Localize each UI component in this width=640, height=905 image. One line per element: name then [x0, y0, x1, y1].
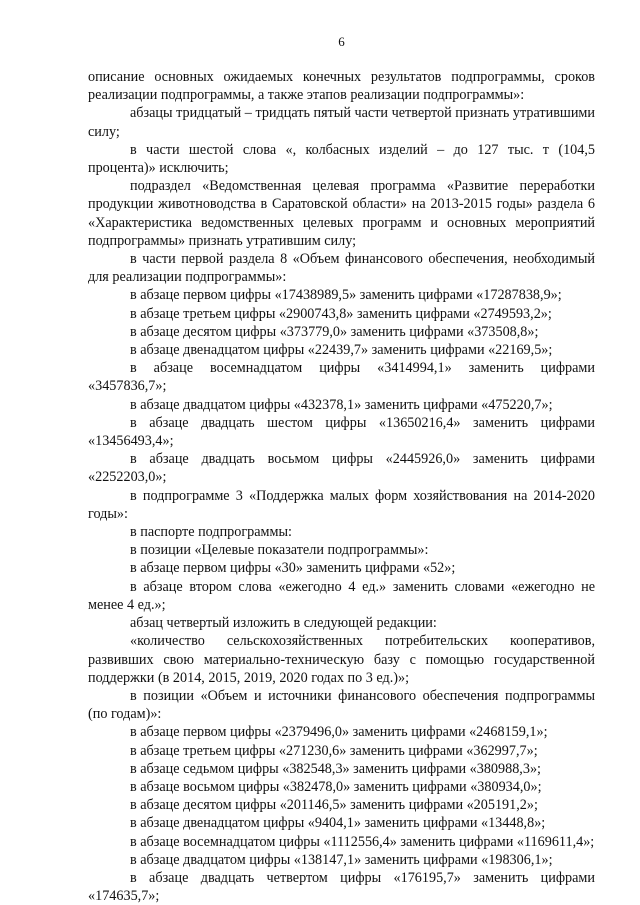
- paragraph: абзац четвертый изложить в следующей редакции:: [130, 615, 437, 632]
- paragraph: «количество сельскохозяйственных потребительских кооперативов, развивших свою материально-техническую базу с помощью государственной поддержки (в 2014, 2015, 2019, 2020 годах по 3 ед.)»;: [88, 633, 595, 686]
- paragraph: абзацы тридцатый – тридцать пятый части четвертой признать утратившими силу;: [88, 105, 595, 140]
- paragraph: в абзаце восемнадцатом цифры «3414994,1» заменить цифрами «3457836,7»;: [88, 360, 595, 395]
- paragraph: в позиции «Объем и источники финансового обеспечения подпрограммы (по годам)»:: [88, 687, 595, 723]
- paragraph: в абзаце восемнадцатом цифры «1112556,4» заменить цифрами «1169611,4»;: [130, 833, 595, 850]
- document-body: [88, 68, 595, 905]
- paragraph: в абзаце восьмом цифры «382478,0» заменить цифрами «380934,0»;: [130, 778, 542, 795]
- paragraph: в абзаце двадцать шестом цифры «13650216,4» заменить цифрами «13456493,4»;: [88, 414, 595, 450]
- paragraph: подраздел «Ведомственная целевая программа «Развитие переработки продукции животноводства в Саратовской области» на 2013-2015 годы» раздела 6 «Характеристика ведомственных целевых программ и основных мероприятий подпрограммы» признать утратившим силу;: [88, 178, 595, 249]
- paragraph: описание основных ожидаемых конечных результатов подпрограммы, сроков реализации подпрограммы, а также этапов реализации подпрограммы»:: [88, 69, 595, 104]
- paragraph: в абзаце десятом цифры «201146,5» заменить цифрами «205191,2»;: [130, 797, 538, 814]
- paragraph: в части шестой слова «, колбасных изделий – до 127 тыс. т (104,5 процента)» исключить;: [88, 141, 595, 177]
- paragraph: в абзаце седьмом цифры «382548,3» заменить цифрами «380988,3»;: [130, 760, 541, 777]
- paragraph: в абзаце двенадцатом цифры «9404,1» заменить цифрами «13448,8»;: [130, 815, 546, 832]
- paragraph: в абзаце первом цифры «30» заменить цифрами «52»;: [130, 560, 456, 577]
- paragraph: в абзаце двенадцатом цифры «22439,7» заменить цифрами «22169,5»;: [130, 342, 553, 359]
- paragraph: в паспорте подпрограммы:: [130, 524, 292, 541]
- paragraph: в абзаце третьем цифры «2900743,8» заменить цифрами «2749593,2»;: [130, 305, 552, 322]
- paragraph: в подпрограмме 3 «Поддержка малых форм хозяйствования на 2014-2020 годы»:: [88, 487, 595, 522]
- paragraph: в части первой раздела 8 «Объем финансового обеспечения, необходимый для реализации подпрограммы»:: [88, 251, 595, 286]
- page-number: 6: [338, 34, 345, 49]
- paragraph: в абзаце втором слова «ежегодно 4 ед.» заменить словами «ежегодно не менее 4 ед.»;: [88, 578, 595, 613]
- paragraph: в абзаце двадцать восьмом цифры «2445926,0» заменить цифрами «2252203,0»;: [88, 451, 595, 486]
- paragraph: в абзаце двадцатом цифры «432378,1» заменить цифрами «475220,7»;: [130, 396, 553, 413]
- paragraph: в абзаце двадцатом цифры «138147,1» заменить цифрами «198306,1»;: [130, 851, 553, 868]
- paragraph: в абзаце первом цифры «2379496,0» заменить цифрами «2468159,1»;: [130, 724, 548, 741]
- paragraph: в позиции «Целевые показатели подпрограммы»:: [130, 542, 429, 559]
- paragraph: в абзаце двадцать четвертом цифры «176195,7» заменить цифрами «174635,7»;: [88, 869, 595, 905]
- paragraph: в абзаце десятом цифры «373779,0» заменить цифрами «373508,8»;: [130, 323, 539, 340]
- paragraph: в абзаце первом цифры «17438989,5» заменить цифрами «17287838,9»;: [130, 287, 562, 304]
- paragraph: в абзаце третьем цифры «271230,6» заменить цифрами «362997,7»;: [130, 742, 538, 759]
